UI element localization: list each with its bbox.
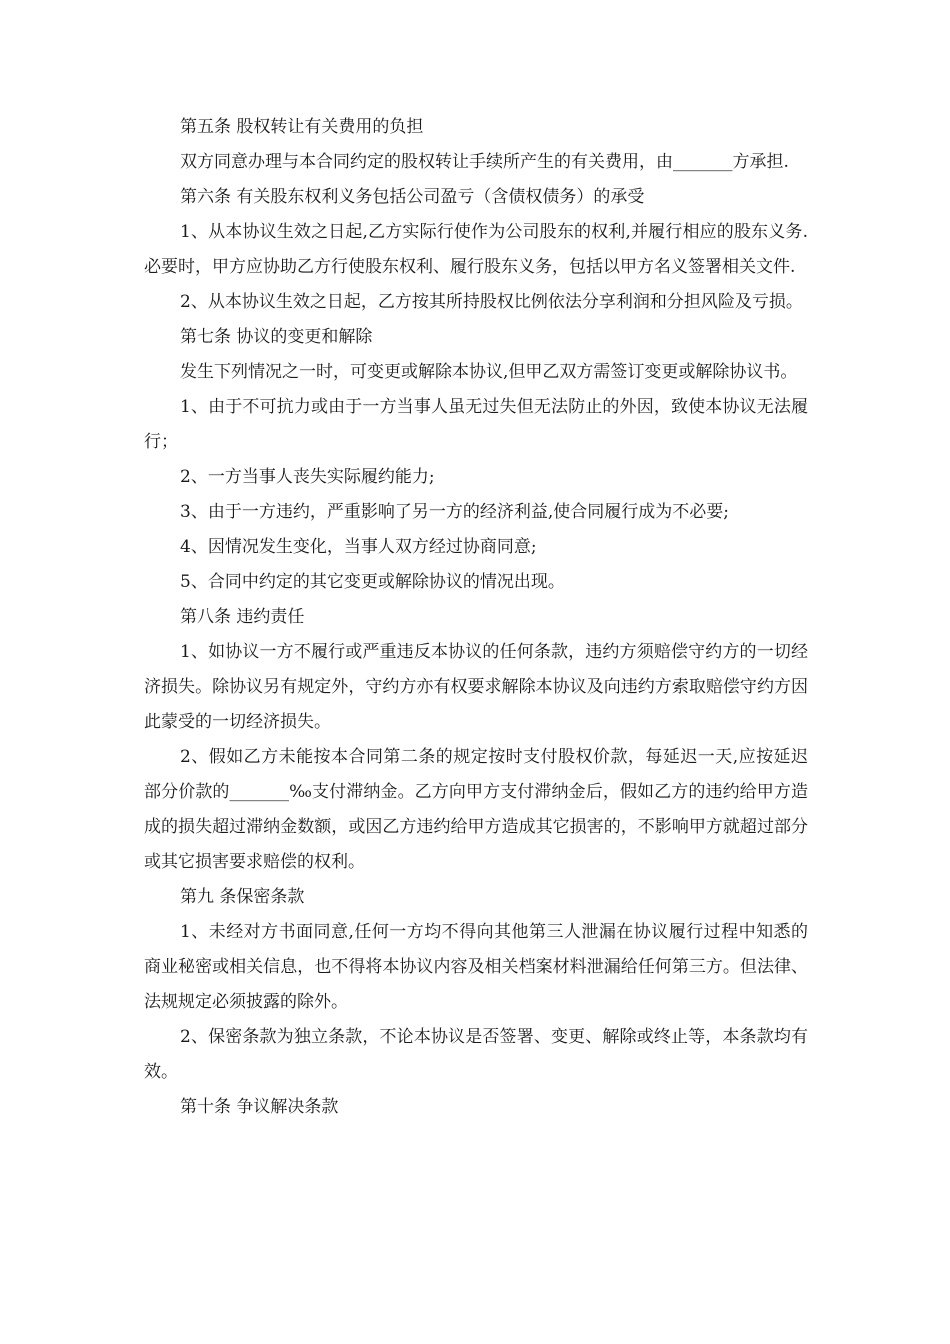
article-7-heading: 第七条 协议的变更和解除: [180, 327, 373, 347]
article-7-clause-2: 2、一方当事人丧失实际履约能力;: [180, 467, 435, 487]
article-7-clause-5: 5、合同中约定的其它变更或解除协议的情况出现。: [180, 572, 565, 592]
article-9-heading: 第九 条保密条款: [180, 887, 305, 907]
article-9-clause-1: 1、未经对方书面同意,任何一方均不得向其他第三人泄漏在协议履行过程中知悉的商业秘密或相关信息，也不得将本协议内容及相关档案材料泄漏给任何第三方。但法律、法规规定必须披露的除外。: [144, 922, 808, 1012]
article-6-heading: 第六条 有关股东权利义务包括公司盈亏（含债权债务）的承受: [180, 187, 645, 207]
article-7-clause-4: 4、因情况发生变化，当事人双方经过协商同意;: [180, 537, 537, 557]
document-body: [144, 110, 808, 1125]
article-6-clause-2: 2、从本协议生效之日起，乙方按其所持股权比例依法分享利润和分担风险及亏损。: [180, 292, 803, 312]
article-8-heading: 第八条 违约责任: [180, 607, 305, 627]
article-6-clause-1: 1、从本协议生效之日起,乙方实际行使作为公司股东的权利,并履行相应的股东义务.必要时，甲方应协助乙方行使股东权利、履行股东义务，包括以甲方名义签署相关文件.: [144, 222, 808, 277]
article-9-clause-2: 2、保密条款为独立条款，不论本协议是否签署、变更、解除或终止等，本条款均有效。: [144, 1027, 808, 1082]
article-7-clause-3: 3、由于一方违约，严重影响了另一方的经济利益,使合同履行成为不必要;: [180, 502, 729, 522]
article-10-heading: 第十条 争议解决条款: [180, 1097, 339, 1117]
article-5-heading: 第五条 股权转让有关费用的负担: [180, 117, 424, 137]
article-8-clause-1: 1、如协议一方不履行或严重违反本协议的任何条款，违约方须赔偿守约方的一切经济损失。除协议另有规定外，守约方亦有权要求解除本协议及向违约方索取赔偿守约方因此蒙受的一切经济损失。: [144, 642, 808, 732]
article-7-clause-1: 1、由于不可抗力或由于一方当事人虽无过失但无法防止的外因，致使本协议无法履行；: [144, 397, 808, 452]
article-8-clause-2: 2、假如乙方未能按本合同第二条的规定按时支付股权价款，每延迟一天,应按延迟部分价款的_______‰支付滞纳金。乙方向甲方支付滞纳金后，假如乙方的违约给甲方造成的损失超过滞纳金数额，或因乙方违约给甲方造成其它损害的，不影响甲方就超过部分或其它损害要求赔偿的权利。: [144, 747, 808, 872]
article-5-text: 双方同意办理与本合同约定的股权转让手续所产生的有关费用，由_______方承担.: [180, 152, 789, 172]
article-7-intro: 发生下列情况之一时，可变更或解除本协议,但甲乙双方需签订变更或解除协议书。: [180, 362, 798, 382]
